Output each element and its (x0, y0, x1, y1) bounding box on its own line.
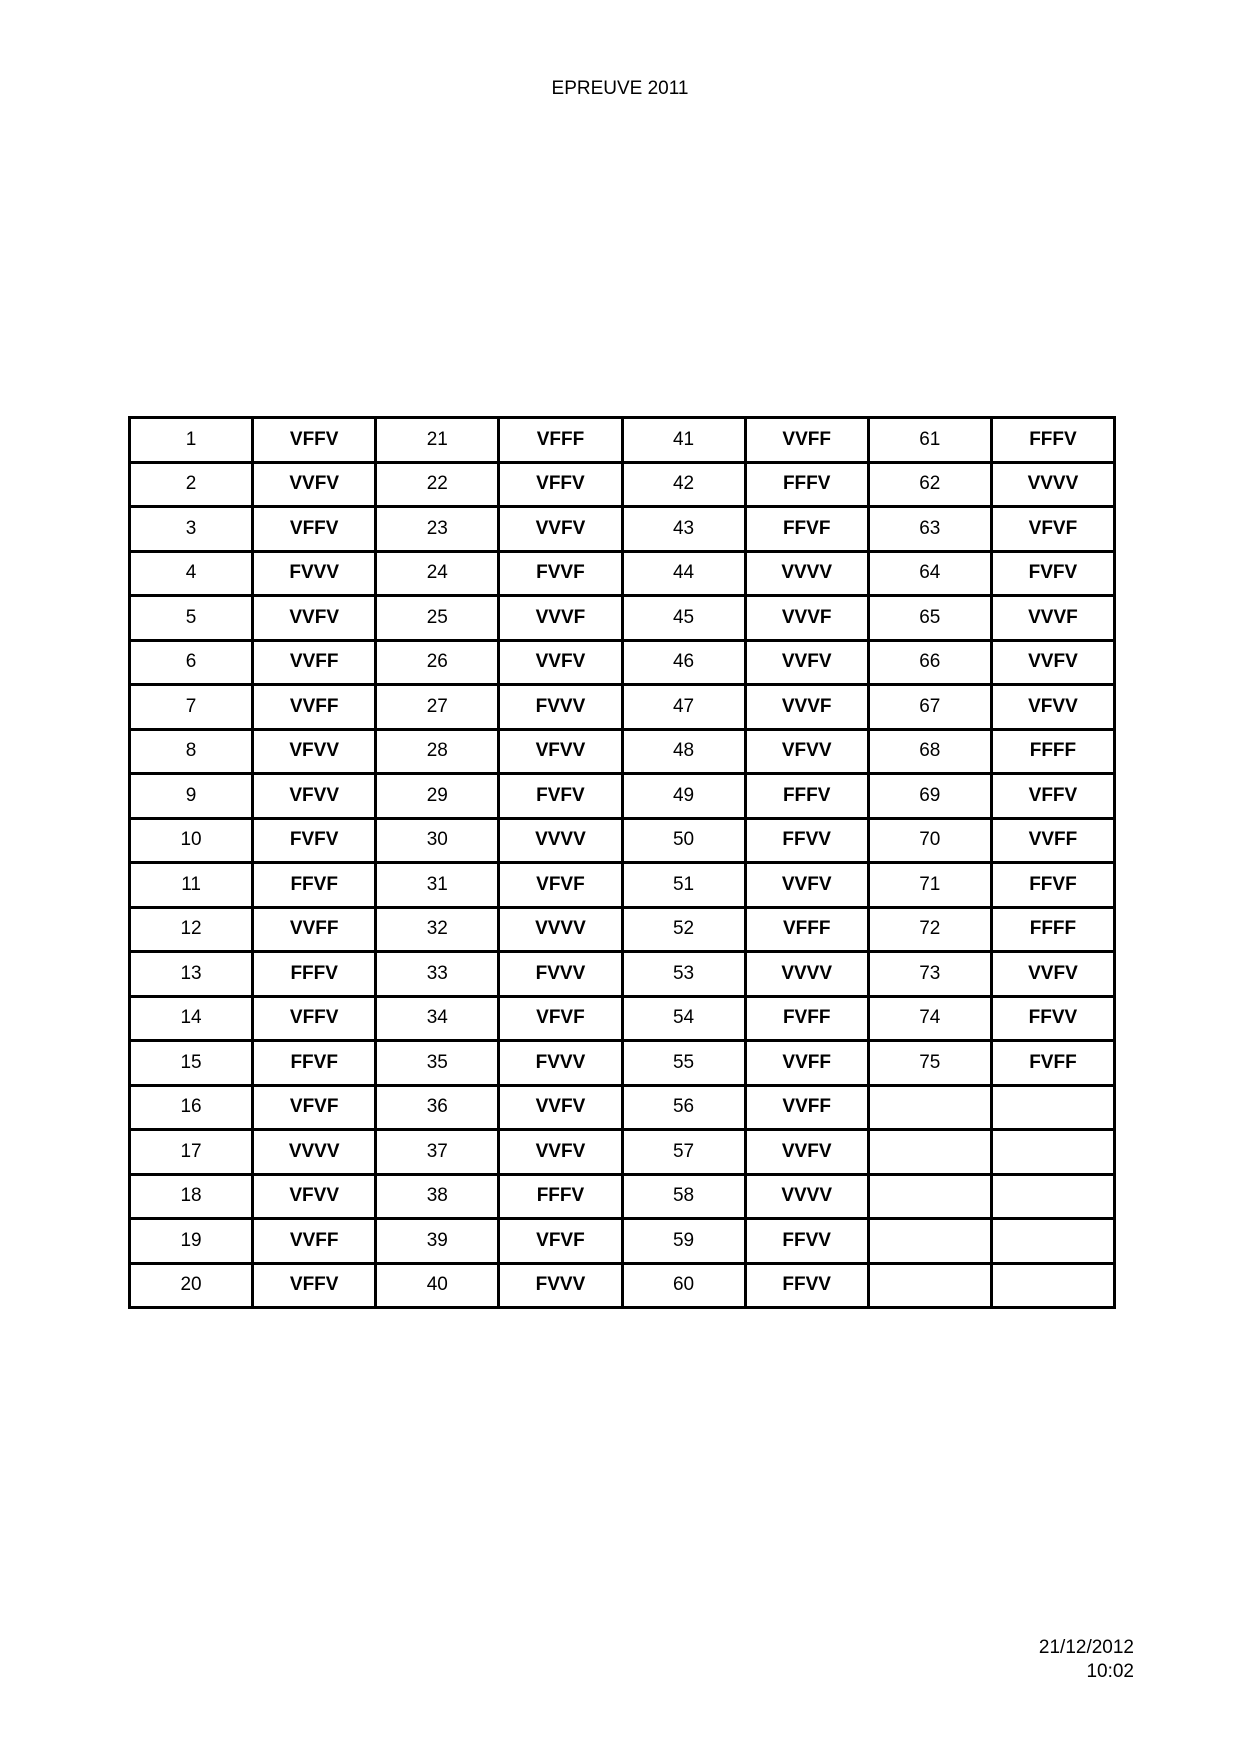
answer-cell: FVFV (253, 818, 376, 863)
question-number-cell: 35 (376, 1041, 499, 1086)
question-number-cell: 67 (868, 685, 991, 730)
answer-cell: VFVV (991, 685, 1114, 730)
answer-cell: FFFV (745, 774, 868, 819)
table-row (130, 462, 1115, 507)
question-number-cell: 65 (868, 596, 991, 641)
question-number-cell: 2 (130, 462, 253, 507)
answer-cell: VFVF (499, 1219, 622, 1264)
question-number-cell (868, 1174, 991, 1219)
answer-cell: FVFF (745, 996, 868, 1041)
answer-cell: FVVV (499, 685, 622, 730)
question-number-cell (868, 1219, 991, 1264)
question-number-cell: 37 (376, 1130, 499, 1175)
question-number-cell: 8 (130, 729, 253, 774)
answer-cell: FFVF (253, 863, 376, 908)
answer-cell: VFFF (499, 418, 622, 463)
question-number-cell: 75 (868, 1041, 991, 1086)
answer-cell: FFFV (499, 1174, 622, 1219)
question-number-cell: 48 (622, 729, 745, 774)
question-number-cell: 23 (376, 507, 499, 552)
answer-cell: FFVF (991, 863, 1114, 908)
answer-cell: VVFV (499, 1085, 622, 1130)
question-number-cell: 44 (622, 551, 745, 596)
question-number-cell: 12 (130, 907, 253, 952)
question-number-cell: 31 (376, 863, 499, 908)
answer-cell: FVVV (499, 952, 622, 997)
question-number-cell: 69 (868, 774, 991, 819)
answer-cell: VFFV (253, 1263, 376, 1308)
table-row (130, 418, 1115, 463)
table-row (130, 685, 1115, 730)
question-number-cell: 74 (868, 996, 991, 1041)
answer-cell: VVFV (745, 863, 868, 908)
question-number-cell: 61 (868, 418, 991, 463)
answer-cell: FVFV (991, 551, 1114, 596)
question-number-cell: 34 (376, 996, 499, 1041)
question-number-cell: 43 (622, 507, 745, 552)
question-number-cell: 54 (622, 996, 745, 1041)
table-row (130, 596, 1115, 641)
answer-cell: VVVV (745, 1174, 868, 1219)
answer-cell: FFVV (745, 1219, 868, 1264)
question-number-cell: 47 (622, 685, 745, 730)
question-number-cell: 40 (376, 1263, 499, 1308)
answer-cell: VVVF (499, 596, 622, 641)
question-number-cell: 49 (622, 774, 745, 819)
answer-cell: VVFV (499, 507, 622, 552)
question-number-cell: 16 (130, 1085, 253, 1130)
answer-table-body (130, 418, 1115, 1308)
answer-cell: FVFV (499, 774, 622, 819)
answer-cell: VFVV (253, 774, 376, 819)
question-number-cell: 64 (868, 551, 991, 596)
answer-cell: VVVV (745, 952, 868, 997)
question-number-cell: 56 (622, 1085, 745, 1130)
question-number-cell: 22 (376, 462, 499, 507)
question-number-cell: 53 (622, 952, 745, 997)
question-number-cell: 26 (376, 640, 499, 685)
question-number-cell: 25 (376, 596, 499, 641)
answer-cell: VVVV (745, 551, 868, 596)
question-number-cell: 59 (622, 1219, 745, 1264)
table-row (130, 952, 1115, 997)
question-number-cell: 14 (130, 996, 253, 1041)
question-number-cell: 62 (868, 462, 991, 507)
question-number-cell: 24 (376, 551, 499, 596)
table-row (130, 1130, 1115, 1175)
answer-cell: VVFV (253, 596, 376, 641)
answer-cell (991, 1263, 1114, 1308)
footer-timestamp (1039, 1636, 1134, 1684)
question-number-cell: 21 (376, 418, 499, 463)
answer-cell: FFVV (991, 996, 1114, 1041)
answer-cell: FFFV (991, 418, 1114, 463)
answer-cell: VFVV (253, 1174, 376, 1219)
answer-cell: VVVV (991, 462, 1114, 507)
question-number-cell: 28 (376, 729, 499, 774)
question-number-cell: 7 (130, 685, 253, 730)
question-number-cell: 3 (130, 507, 253, 552)
answer-cell: VVFV (991, 952, 1114, 997)
question-number-cell: 29 (376, 774, 499, 819)
answer-cell: VVFV (991, 640, 1114, 685)
table-row (130, 863, 1115, 908)
answer-cell: VVFF (253, 685, 376, 730)
question-number-cell: 5 (130, 596, 253, 641)
footer-time: 10:02 (1086, 1661, 1134, 1682)
question-number-cell: 15 (130, 1041, 253, 1086)
table-row (130, 1174, 1115, 1219)
question-number-cell: 20 (130, 1263, 253, 1308)
answer-cell: VVVF (991, 596, 1114, 641)
question-number-cell: 45 (622, 596, 745, 641)
answer-cell: VVFF (253, 907, 376, 952)
answer-cell (991, 1085, 1114, 1130)
question-number-cell: 10 (130, 818, 253, 863)
answer-cell: VFVV (745, 729, 868, 774)
answer-cell: FVVF (499, 551, 622, 596)
table-row (130, 729, 1115, 774)
answer-cell: VVFF (253, 640, 376, 685)
answer-cell: VVFV (745, 640, 868, 685)
answer-cell (991, 1174, 1114, 1219)
table-row (130, 1041, 1115, 1086)
question-number-cell: 50 (622, 818, 745, 863)
question-number-cell: 39 (376, 1219, 499, 1264)
answer-cell: VFVF (253, 1085, 376, 1130)
answer-table (128, 416, 1116, 1309)
table-row (130, 818, 1115, 863)
question-number-cell: 58 (622, 1174, 745, 1219)
question-number-cell (868, 1263, 991, 1308)
question-number-cell: 52 (622, 907, 745, 952)
question-number-cell: 55 (622, 1041, 745, 1086)
answer-cell: VVVV (253, 1130, 376, 1175)
answer-cell: VFVF (991, 507, 1114, 552)
question-number-cell: 60 (622, 1263, 745, 1308)
answer-cell: FVFF (991, 1041, 1114, 1086)
answer-cell: VVVV (499, 907, 622, 952)
table-row (130, 551, 1115, 596)
footer-date: 21/12/2012 (1038, 1637, 1134, 1658)
question-number-cell: 68 (868, 729, 991, 774)
answer-cell: VVFF (991, 818, 1114, 863)
question-number-cell: 13 (130, 952, 253, 997)
answer-cell: VFFV (253, 507, 376, 552)
question-number-cell: 70 (868, 818, 991, 863)
table-row (130, 996, 1115, 1041)
question-number-cell: 4 (130, 551, 253, 596)
answer-cell: VFFV (253, 996, 376, 1041)
table-row (130, 640, 1115, 685)
answer-cell: FFFF (991, 907, 1114, 952)
answer-cell: VVFV (253, 462, 376, 507)
answer-cell: VVFF (745, 1041, 868, 1086)
answer-cell: FVVV (253, 551, 376, 596)
answer-cell: FVVV (499, 1041, 622, 1086)
answer-cell: VFFV (499, 462, 622, 507)
answer-cell: VFVV (253, 729, 376, 774)
answer-cell: VFFF (745, 907, 868, 952)
question-number-cell: 71 (868, 863, 991, 908)
answer-cell (991, 1130, 1114, 1175)
answer-cell: VFVV (499, 729, 622, 774)
answer-cell: VFVF (499, 996, 622, 1041)
answer-cell: VFFV (253, 418, 376, 463)
question-number-cell: 9 (130, 774, 253, 819)
answer-cell: FFFV (253, 952, 376, 997)
answer-cell: VVFF (745, 418, 868, 463)
answer-cell: FFVF (745, 507, 868, 552)
answer-cell: FFFF (991, 729, 1114, 774)
question-number-cell: 11 (130, 863, 253, 908)
question-number-cell (868, 1085, 991, 1130)
question-number-cell: 66 (868, 640, 991, 685)
answer-cell: VVVF (745, 596, 868, 641)
table-row (130, 1219, 1115, 1264)
question-number-cell: 33 (376, 952, 499, 997)
answer-cell: FFVV (745, 818, 868, 863)
question-number-cell: 18 (130, 1174, 253, 1219)
question-number-cell: 63 (868, 507, 991, 552)
answer-cell: VVFV (499, 1130, 622, 1175)
answer-cell: VVVV (499, 818, 622, 863)
answer-cell: VVFV (499, 640, 622, 685)
question-number-cell: 42 (622, 462, 745, 507)
answer-cell: FFVF (253, 1041, 376, 1086)
answer-cell: FVVV (499, 1263, 622, 1308)
question-number-cell: 41 (622, 418, 745, 463)
answer-cell: VFVF (499, 863, 622, 908)
answer-cell (991, 1219, 1114, 1264)
question-number-cell: 36 (376, 1085, 499, 1130)
question-number-cell: 73 (868, 952, 991, 997)
question-number-cell: 6 (130, 640, 253, 685)
answer-cell: FFVV (745, 1263, 868, 1308)
question-number-cell: 17 (130, 1130, 253, 1175)
answer-cell: VVFF (745, 1085, 868, 1130)
question-number-cell: 57 (622, 1130, 745, 1175)
answer-cell: FFFV (745, 462, 868, 507)
question-number-cell: 72 (868, 907, 991, 952)
question-number-cell: 46 (622, 640, 745, 685)
question-number-cell: 19 (130, 1219, 253, 1264)
table-row (130, 1085, 1115, 1130)
question-number-cell: 32 (376, 907, 499, 952)
table-row (130, 507, 1115, 552)
table-row (130, 774, 1115, 819)
answer-cell: VVFV (745, 1130, 868, 1175)
answer-cell: VVVF (745, 685, 868, 730)
answer-cell: VVFF (253, 1219, 376, 1264)
answer-cell: VFFV (991, 774, 1114, 819)
question-number-cell (868, 1130, 991, 1175)
question-number-cell: 51 (622, 863, 745, 908)
question-number-cell: 1 (130, 418, 253, 463)
table-row (130, 1263, 1115, 1308)
table-row (130, 907, 1115, 952)
question-number-cell: 38 (376, 1174, 499, 1219)
question-number-cell: 30 (376, 818, 499, 863)
page-title: EPREUVE 2011 (551, 78, 689, 99)
question-number-cell: 27 (376, 685, 499, 730)
